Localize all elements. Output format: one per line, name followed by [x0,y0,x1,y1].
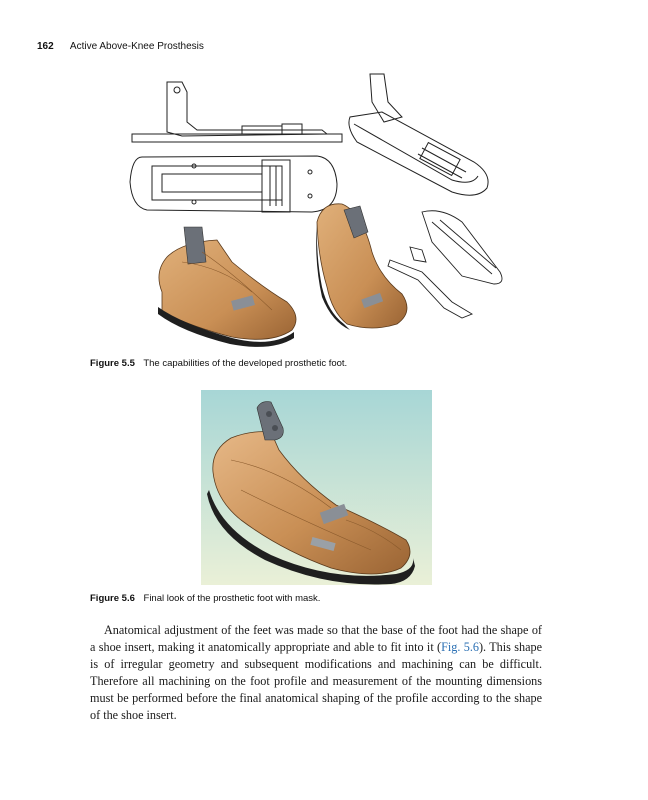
foot-top-view-drawing [130,156,337,212]
foot-render-side [158,227,296,347]
paragraph-text-start: Anatomical adjustment of the feet was made so that the base of the foot had the shape of a shoe insert, making it anatomically appropriate and able to fit into it ( [90,623,542,654]
page-number: 162 [37,41,54,52]
paragraph-text-end: ). This shape is of irregular geometry and subsequent modifications and machining can be difficult. Therefore all machining on the foot profile and measurement of the mounting dimensions must be performed before the final anatomical shaping of the profile according to the shape of the shoe insert. [90,640,542,722]
figure-5-6-caption [90,593,320,604]
running-header [37,41,204,52]
figure-label: Figure 5.6 [90,593,135,604]
foot-render-flexed [316,204,407,330]
figure-caption-text: Final look of the prosthetic foot with mask. [143,593,321,604]
foot-isometric-drawing [349,74,488,195]
figure-5-5-caption [90,358,347,369]
foot-side-view-drawing [132,82,342,142]
figure-label: Figure 5.5 [90,358,135,369]
figure-reference-link[interactable]: Fig. 5.6 [441,640,479,654]
figure-caption-text: The capabilities of the developed prosthetic foot. [143,358,348,369]
figure-5-5-illustration [122,62,510,352]
running-title: Active Above-Knee Prosthesis [69,41,204,52]
body-paragraph [90,622,542,724]
figure-5-6-illustration [201,390,432,585]
